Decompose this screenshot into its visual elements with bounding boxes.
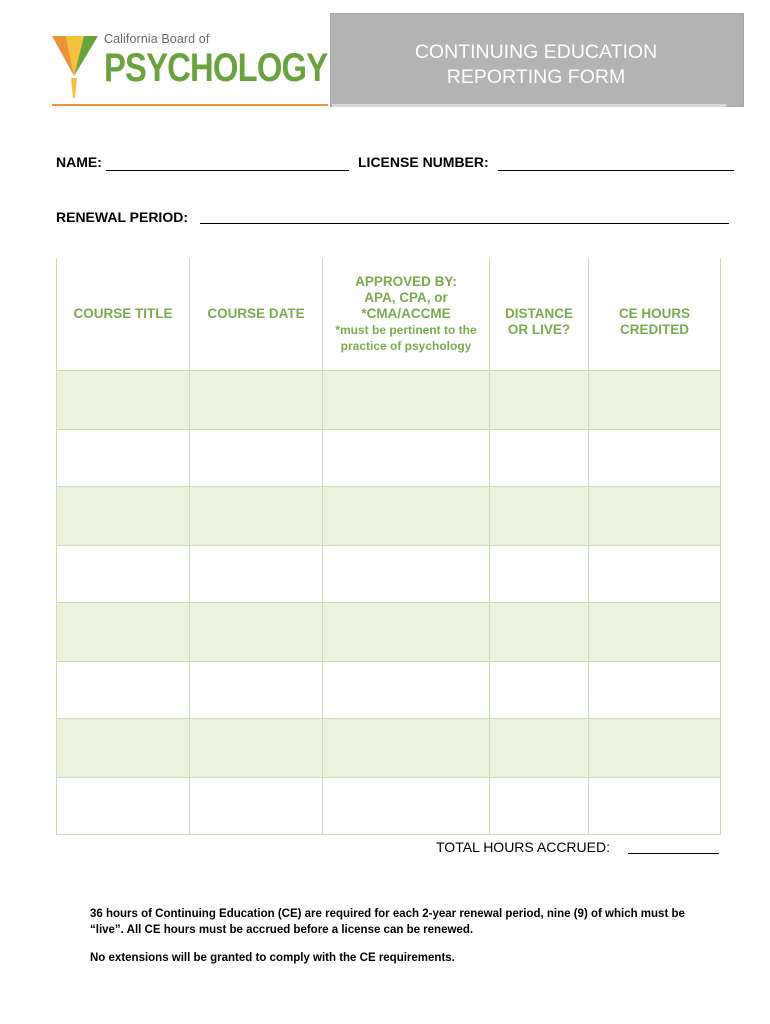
column-header-label: CE HOURS CREDITED [618, 306, 691, 337]
column-header-ce-hours [589, 258, 721, 371]
table-row [57, 719, 721, 778]
column-header-label: COURSE DATE [207, 306, 305, 321]
table-row [57, 662, 721, 719]
cell-distance-or-live[interactable] [490, 778, 589, 835]
logo-subtitle: California Board of [104, 32, 210, 46]
cell-course-date[interactable] [190, 487, 323, 546]
cell-ce-hours[interactable] [589, 603, 721, 662]
cell-course-title[interactable] [57, 719, 190, 778]
license-number-field[interactable] [498, 170, 734, 171]
table-row [57, 487, 721, 546]
cell-ce-hours[interactable] [589, 662, 721, 719]
ce-requirement-note: 36 hours of Continuing Education (CE) are required for each 2-year renewal period, nine (9) of which must be “live”. All CE hours must be accrued before a license can be renewed. [90, 908, 685, 936]
cell-course-title[interactable] [57, 778, 190, 835]
cell-course-title[interactable] [57, 546, 190, 603]
cell-approved-by[interactable] [323, 430, 490, 487]
ce-course-table [56, 258, 721, 835]
cell-course-date[interactable] [190, 546, 323, 603]
cell-distance-or-live[interactable] [490, 430, 589, 487]
cell-course-date[interactable] [190, 603, 323, 662]
name-field[interactable] [106, 170, 349, 171]
table-header-row [57, 258, 721, 371]
header-banner-shadow [332, 104, 726, 107]
column-header-label: APPROVED BY: APA, CPA, or *CMA/ACCME [355, 274, 457, 321]
table-row [57, 546, 721, 603]
cell-course-title[interactable] [57, 487, 190, 546]
total-hours-label: TOTAL HOURS ACCRUED: [436, 839, 610, 855]
column-header-label: DISTANCE OR LIVE? [504, 306, 573, 337]
cell-ce-hours[interactable] [589, 487, 721, 546]
board-logo [52, 30, 328, 100]
cell-course-date[interactable] [190, 430, 323, 487]
name-label: NAME: [56, 154, 102, 170]
cell-course-title[interactable] [57, 603, 190, 662]
total-hours-field[interactable] [628, 853, 719, 854]
license-number-label: LICENSE NUMBER: [358, 154, 489, 170]
cell-approved-by[interactable] [323, 778, 490, 835]
cell-distance-or-live[interactable] [490, 662, 589, 719]
cell-course-title[interactable] [57, 371, 190, 430]
column-header-note: *must be pertinent to the practice of psychology [335, 323, 477, 353]
cell-distance-or-live[interactable] [490, 603, 589, 662]
column-header-approved-by [323, 258, 490, 371]
column-header-course-date [190, 258, 323, 371]
cell-approved-by[interactable] [323, 487, 490, 546]
no-extensions-note: No extensions will be granted to comply with the CE requirements. [90, 952, 455, 964]
cell-course-date[interactable] [190, 778, 323, 835]
cell-distance-or-live[interactable] [490, 371, 589, 430]
cell-approved-by[interactable] [323, 603, 490, 662]
cell-course-date[interactable] [190, 662, 323, 719]
column-header-distance-or-live [490, 258, 589, 371]
cell-ce-hours[interactable] [589, 371, 721, 430]
cell-approved-by[interactable] [323, 719, 490, 778]
cell-course-date[interactable] [190, 371, 323, 430]
logo-divider [52, 104, 328, 106]
cell-course-date[interactable] [190, 719, 323, 778]
cell-approved-by[interactable] [323, 371, 490, 430]
cell-distance-or-live[interactable] [490, 719, 589, 778]
cell-course-title[interactable] [57, 430, 190, 487]
cell-approved-by[interactable] [323, 546, 490, 603]
cell-course-title[interactable] [57, 662, 190, 719]
table-row [57, 371, 721, 430]
cell-distance-or-live[interactable] [490, 487, 589, 546]
form-title-line1: CONTINUING EDUCATION [414, 41, 658, 63]
cell-ce-hours[interactable] [589, 778, 721, 835]
renewal-period-field[interactable] [200, 223, 729, 224]
form-title-line2: REPORTING FORM [446, 66, 626, 88]
logo-mark-icon [52, 36, 100, 106]
cell-ce-hours[interactable] [589, 430, 721, 487]
cell-approved-by[interactable] [323, 662, 490, 719]
table-row [57, 778, 721, 835]
table-row [57, 430, 721, 487]
logo-name: PSYCHOLOGY [104, 46, 328, 90]
column-header-label: COURSE TITLE [73, 306, 173, 321]
column-header-course-title [57, 258, 190, 371]
cell-ce-hours[interactable] [589, 719, 721, 778]
table-row [57, 603, 721, 662]
form-title [330, 40, 742, 90]
cell-ce-hours[interactable] [589, 546, 721, 603]
cell-distance-or-live[interactable] [490, 546, 589, 603]
renewal-period-label: RENEWAL PERIOD: [56, 209, 188, 225]
